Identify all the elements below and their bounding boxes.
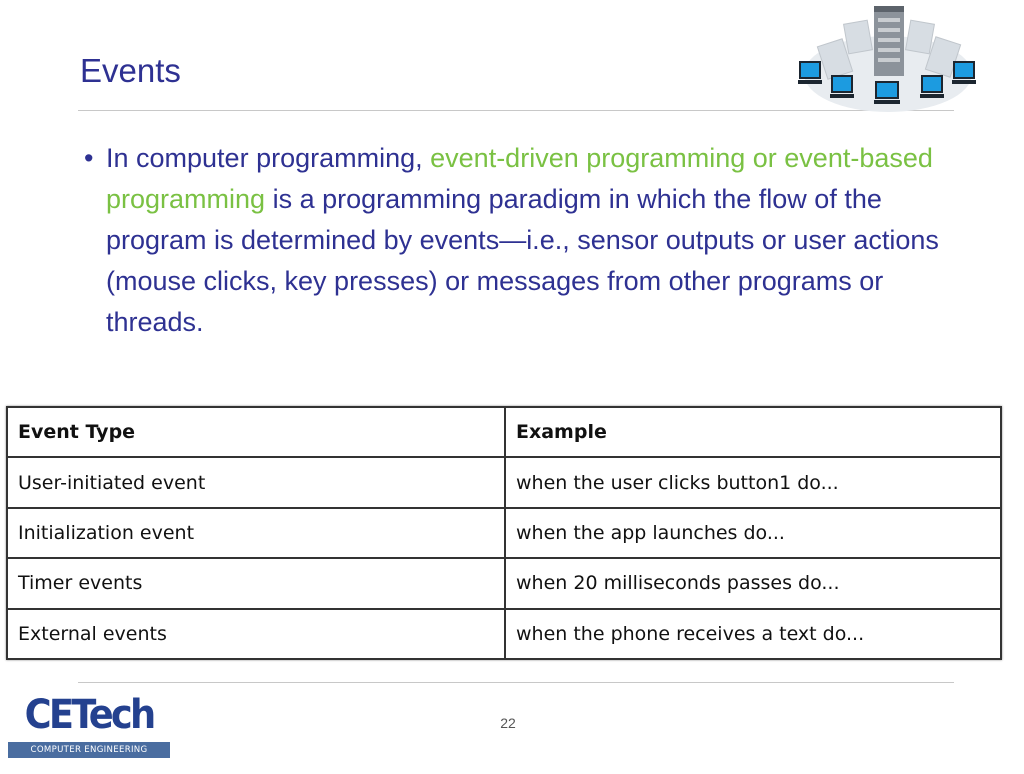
bullet-paragraph <box>84 138 984 343</box>
table-cell: Timer events <box>7 558 505 608</box>
bullet-marker: • <box>84 143 94 173</box>
table-header: Example <box>505 407 1001 457</box>
table-cell: External events <box>7 609 505 659</box>
table-cell: Initialization event <box>7 508 505 558</box>
table-row <box>7 558 1001 608</box>
slide-title: Events <box>80 52 181 89</box>
table-row <box>7 508 1001 558</box>
table-row <box>7 609 1001 659</box>
table-header-row <box>7 407 1001 457</box>
table-cell: when the phone receives a text do... <box>505 609 1001 659</box>
table-row <box>7 457 1001 507</box>
logo-wordmark: CETech <box>24 692 154 738</box>
table-cell: when the user clicks button1 do... <box>505 457 1001 507</box>
event-types-table <box>6 406 1002 660</box>
footer-divider <box>78 682 954 683</box>
bullet-text <box>106 138 984 343</box>
text-segment: In computer programming, <box>106 143 431 173</box>
text-segment: is a programming paradigm in which the flow of the program is determined by events—i.e., sensor outputs or user actions (mouse clicks, key presses) or messages from other programs or threads. <box>106 184 939 337</box>
table-cell: User-initiated event <box>7 457 505 507</box>
highlighted-term: event-driven programming or event-based programming <box>106 143 933 214</box>
table-header: Event Type <box>7 407 505 457</box>
page-number: 22 <box>500 715 516 731</box>
logo-tagline: COMPUTER ENGINEERING TECHNOLOGY <box>8 742 170 758</box>
table-cell: when the app launches do... <box>505 508 1001 558</box>
server-network-icon <box>792 2 984 124</box>
table-cell: when 20 milliseconds passes do... <box>505 558 1001 608</box>
